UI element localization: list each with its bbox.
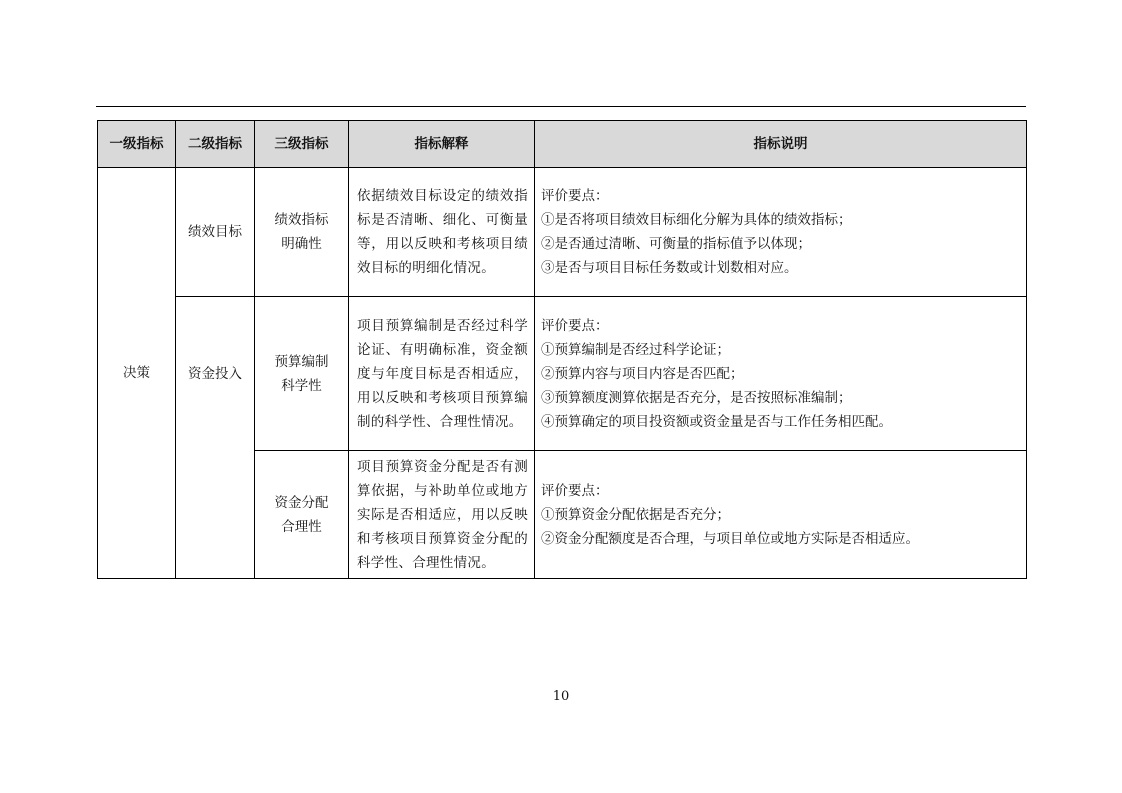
header-explanation: 指标解释 [349, 121, 535, 168]
description-cell [535, 297, 1027, 451]
header-level2: 二级指标 [176, 121, 255, 168]
description-cell [535, 451, 1027, 579]
level3-cell: 资金分配合理性 [255, 451, 349, 579]
table-row [98, 168, 1027, 297]
level1-cell: 决策 [98, 168, 176, 579]
level3-cell: 绩效指标明确性 [255, 168, 349, 297]
description-cell [535, 168, 1027, 297]
description-line: 评价要点： [541, 317, 609, 334]
header-description: 指标说明 [535, 121, 1027, 168]
description-line: ③预算额度测算依据是否充分，是否按照标准编制； [541, 389, 852, 406]
explanation-cell: 依据绩效目标设定的绩效指标是否清晰、细化、可衡量等，用以反映和考核项目绩效目标的明细化情况。 [349, 168, 535, 297]
header-level1: 一级指标 [98, 121, 176, 168]
description-line: 评价要点： [541, 188, 609, 204]
table-row [98, 297, 1027, 451]
description-line: 评价要点： [541, 482, 609, 499]
description-line: ①是否将项目绩效目标细化分解为具体的绩效指标； [541, 212, 852, 228]
description-line: ①预算资金分配依据是否充分； [541, 506, 730, 523]
table-header-row [98, 121, 1027, 168]
description-line: ①预算编制是否经过科学论证； [541, 341, 730, 358]
description-line: ④预算确定的项目投资额或资金量是否与工作任务相匹配。 [541, 413, 892, 430]
indicator-table [97, 120, 1027, 579]
description-line: ②预算内容与项目内容是否匹配； [541, 365, 744, 382]
page-number: 10 [552, 689, 570, 704]
description-line: ②资金分配额度是否合理，与项目单位或地方实际是否相适应。 [541, 530, 919, 547]
level3-cell: 预算编制科学性 [255, 297, 349, 451]
level2-cell: 绩效目标 [176, 168, 255, 297]
header-level3: 三级指标 [255, 121, 349, 168]
explanation-cell: 项目预算编制是否经过科学论证、有明确标准，资金额度与年度目标是否相适应，用以反映和考核项目预算编制的科学性、合理性情况。 [349, 297, 535, 451]
level2-cell: 资金投入 [176, 297, 255, 579]
header-rule [96, 106, 1026, 107]
explanation-cell: 项目预算资金分配是否有测算依据，与补助单位或地方实际是否相适应，用以反映和考核项目预算资金分配的科学性、合理性情况。 [349, 451, 535, 579]
description-line: ②是否通过清晰、可衡量的指标值予以体现； [541, 236, 811, 252]
description-line: ③是否与项目目标任务数或计划数相对应。 [541, 260, 798, 276]
